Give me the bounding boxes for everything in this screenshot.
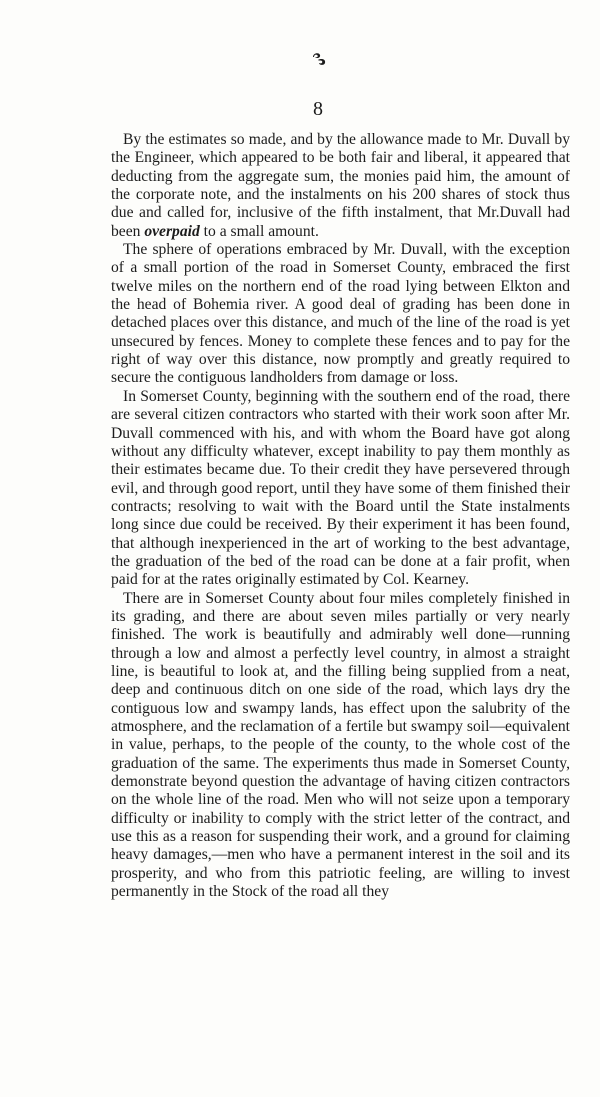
page-number: 8 [313, 98, 323, 120]
paragraph-1-tail: to a small amount. [199, 222, 319, 240]
paragraph-2: The sphere of operations embraced by Mr. Duvall, with the exception of a small portion of the road in Somerset County, embraced the first twelve miles on the northern end of the road lying between Elkton and the head of Bohemia river. A good deal of grading has been done in detached places over this distance, and much of the line of the road is yet unsecured by fences. Money to complete these fences and to pay for the right of way over this distance, now promptly and greatly required to secure the contiguous landholders from damage or loss. [111, 241, 570, 387]
paragraph-1 [111, 131, 570, 241]
fleuron-ornament-icon [311, 52, 327, 66]
paragraph-1-text: By the estimates so made, and by the allowance made to Mr. Duvall by the Engineer, which appeared to be both fair and liberal, it appeared that deducting from the aggregate sum, the monies paid him, the amount of the corporate note, and the instalments on his 200 shares of stock thus due and called for, inclusive of the fifth instalment, that Mr.Duvall had been [111, 131, 570, 240]
body-text [111, 131, 570, 901]
paragraph-4: There are in Somerset County about four miles completely finished in its grading, and there are about seven miles partially or very nearly finished. The work is beautifully and admirably well done—running through a low and almost a perfectly level country, in almost a straight line, is beautiful to look at, and the filling being supplied from a neat, deep and continuous ditch on one side of the road, which lays dry the contiguous low and swampy lands, has effect upon the salubrity of the atmosphere, and the reclamation of a fertile but swampy soil—equivalent in value, perhaps, to the people of the county, to the whole cost of the graduation of the same. The experiments thus made in Somerset County, demonstrate beyond question the advantage of having citizen contractors on the whole line of the road. Men who will not seize upon a temporary difficulty or inability to comply with the strict letter of the contract, and use this as a reason for suspending their work, and a ground for claiming heavy damages,—men who have a permanent interest in the soil and its prosperity, and who from this patriotic feeling, are willing to invest permanently in the Stock of the road all they [111, 589, 570, 901]
paragraph-3: In Somerset County, beginning with the southern end of the road, there are several citizen contractors who started with their work soon after Mr. Duvall commenced with his, and with whom the Board have got along without any difficulty whatever, except inability to pay them monthly as their estimates became due. To their credit they have persevered through evil, and through good report, until they have some of them finished their contracts; resolving to wait with the Board until the State instalments long since due could be received. By their experiment it has been found, that although inexperienced in the art of working to the best advantage, the graduation of the bed of the road can be done at a fair profit, when paid for at the rates originally estimated by Col. Kearney. [111, 387, 570, 589]
emphasis-overpaid: overpaid [144, 222, 200, 240]
